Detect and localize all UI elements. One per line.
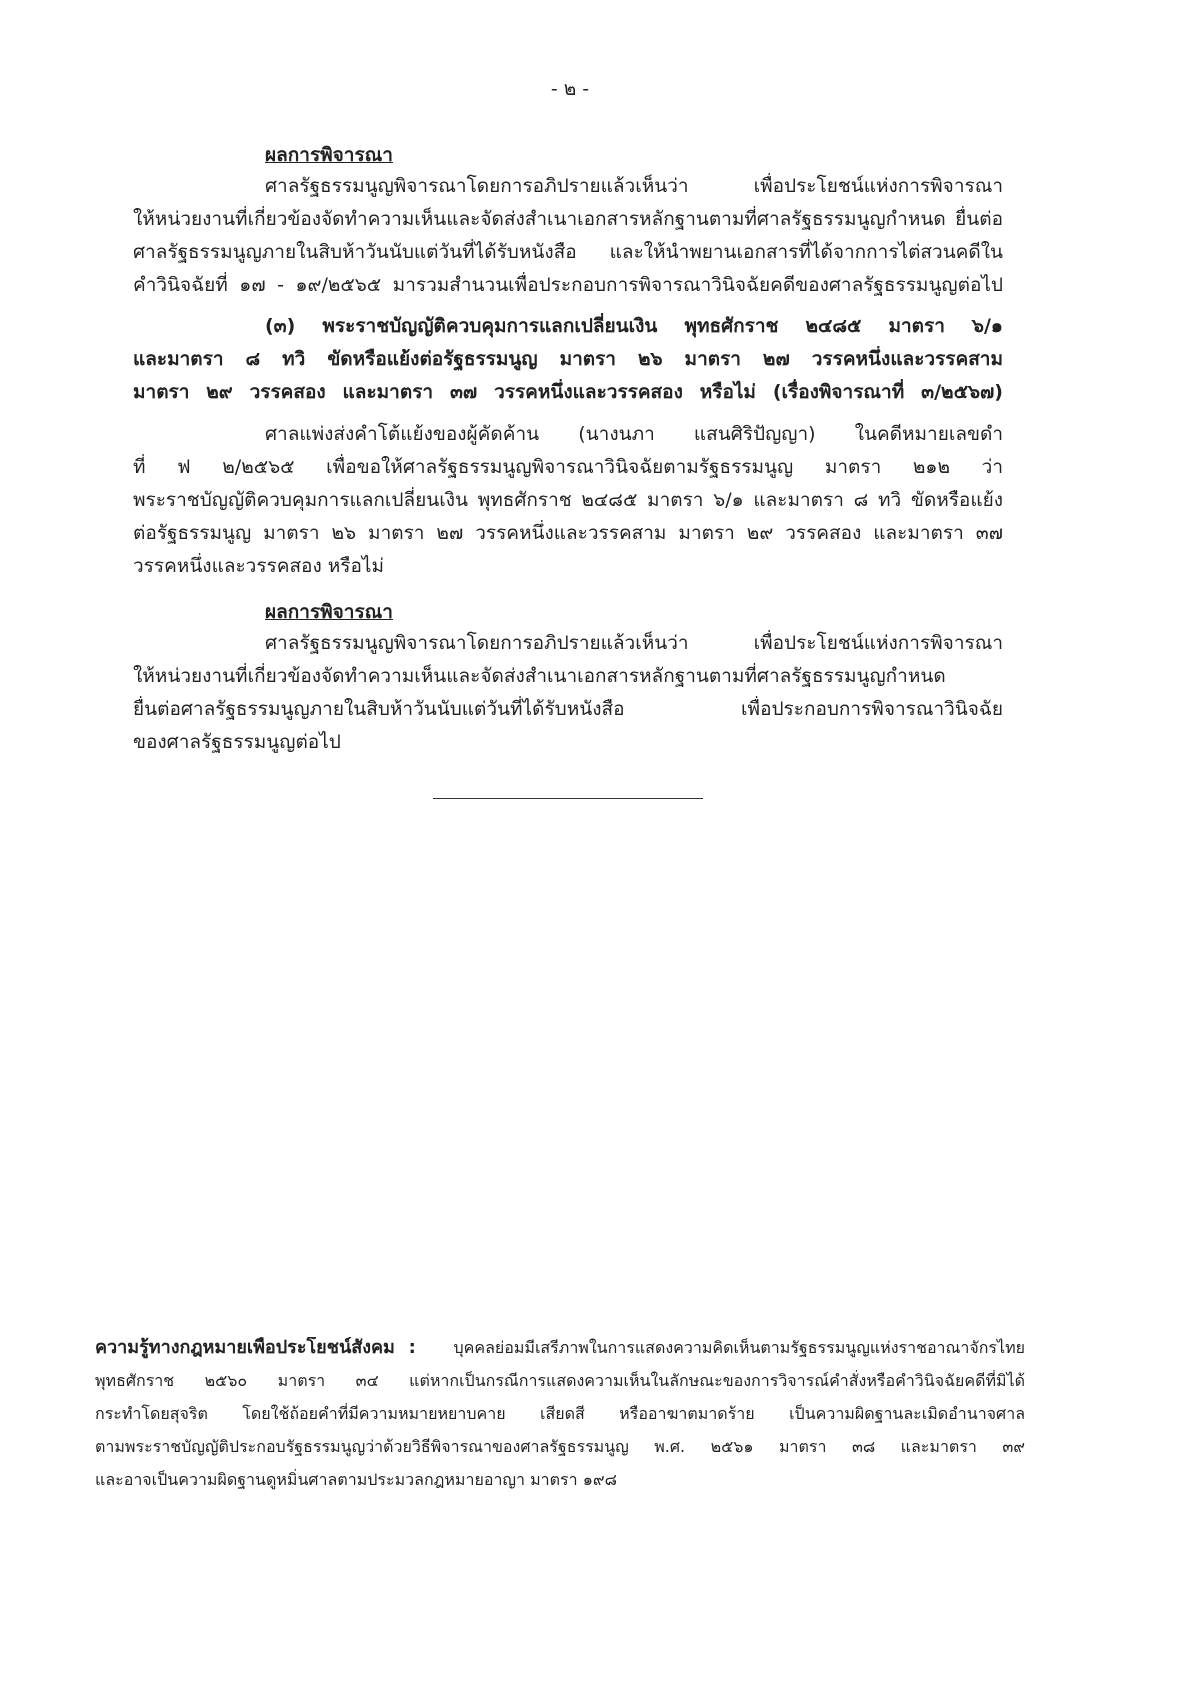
paragraph-line: ของศาลรัฐธรรมนูญต่อไป: [133, 731, 341, 753]
footer-line: กระทำโดยสุจริต โดยใช้ถ้อยคำที่มีความหมายหยาบคาย เสียดสี หรืออาฆาตมาดร้าย เป็นความผิดฐานละเมิดอำนาจศาล: [95, 1404, 1025, 1423]
footer-line: พุทธศักราช ๒๕๖๐ มาตรา ๓๔ แต่หากเป็นกรณีการแสดงความเห็นในลักษณะของการวิจารณ์คำสั่งหรือคำวินิจฉัยคดีที่มิได้: [95, 1371, 1025, 1390]
item-title-line: (๓) พระราชบัญญัติควบคุมการแลกเปลี่ยนเงิน พุทธศักราช ๒๔๘๕ มาตรา ๖/๑: [265, 315, 1003, 337]
paragraph-line: ศาลรัฐธรรมนูญพิจารณาโดยการอภิปรายแล้วเห็นว่า เพื่อประโยชน์แห่งการพิจารณา: [265, 175, 1003, 197]
paragraph-line: ศาลรัฐธรรมนูญพิจารณาโดยการอภิปรายแล้วเห็นว่า เพื่อประโยชน์แห่งการพิจารณา: [265, 632, 1003, 654]
item-title-line: มาตรา ๒๙ วรรคสอง และมาตรา ๓๗ วรรคหนึ่งและวรรคสอง หรือไม่ (เรื่องพิจารณาที่ ๓/๒๕๖๗): [133, 381, 1003, 403]
paragraph-line: ให้หน่วยงานที่เกี่ยวข้องจัดทำความเห็นและจัดส่งสำเนาเอกสารหลักฐานตามที่ศาลรัฐธรรมนูญกำหนด: [133, 665, 946, 687]
paragraph-line: ต่อรัฐธรรมนูญ มาตรา ๒๖ มาตรา ๒๗ วรรคหนึ่งและวรรคสาม มาตรา ๒๙ วรรคสอง และมาตรา ๓๗: [133, 522, 1003, 544]
paragraph-line: ให้หน่วยงานที่เกี่ยวข้องจัดทำความเห็นและจัดส่งสำเนาเอกสารหลักฐานตามที่ศาลรัฐธรรมนูญกำหนด ยื่นต่อ: [133, 208, 1003, 230]
paragraph-line: ยื่นต่อศาลรัฐธรรมนูญภายในสิบห้าวันนับแต่วันที่ได้รับหนังสือ เพื่อประกอบการพิจารณาวินิจฉัย: [133, 698, 1003, 720]
footer-line: [95, 1337, 1025, 1359]
paragraph-line: ศาลรัฐธรรมนูญภายในสิบห้าวันนับแต่วันที่ได้รับหนังสือ และให้นำพยานเอกสารที่ได้จากการไต่สวนคดีใน: [133, 241, 1003, 263]
footer-label: ความรู้ทางกฎหมายเพื่อประโยชน์สังคม :: [95, 1337, 416, 1358]
paragraph-line: ที่ ฟ ๒/๒๕๖๕ เพื่อขอให้ศาลรัฐธรรมนูญพิจารณาวินิจฉัยตามรัฐธรรมนูญ มาตรา ๒๑๒ ว่า: [133, 456, 1003, 478]
footer-line: และอาจเป็นความผิดฐานดูหมิ่นศาลตามประมวลกฎหมายอาญา มาตรา ๑๙๘: [95, 1470, 617, 1489]
paragraph-line: ศาลแพ่งส่งคำโต้แย้งของผู้คัดค้าน (นางนภา แสนศิริปัญญา) ในคดีหมายเลขดำ: [265, 423, 1003, 445]
end-rule-divider: [433, 798, 703, 799]
section-heading: ผลการพิจารณา: [265, 144, 393, 166]
paragraph-line: พระราชบัญญัติควบคุมการแลกเปลี่ยนเงิน พุทธศักราช ๒๔๘๕ มาตรา ๖/๑ และมาตรา ๘ ทวิ ขัดหรือแย้ง: [133, 489, 1003, 511]
page-number: - ๒ -: [550, 78, 590, 100]
item-title-line: และมาตรา ๘ ทวิ ขัดหรือแย้งต่อรัฐธรรมนูญ มาตรา ๒๖ มาตรา ๒๗ วรรคหนึ่งและวรรคสาม: [133, 348, 1003, 370]
footer-text: บุคคลย่อมมีเสรีภาพในการแสดงความคิดเห็นตามรัฐธรรมนูญแห่งราชอาณาจักรไทย: [453, 1338, 1025, 1357]
paragraph-line: วรรคหนึ่งและวรรคสอง หรือไม่: [133, 555, 385, 577]
footer-line: ตามพระราชบัญญัติประกอบรัฐธรรมนูญว่าด้วยวิธีพิจารณาของศาลรัฐธรรมนูญ พ.ศ. ๒๕๖๑ มาตรา ๓๘ และมาตรา ๓๙: [95, 1437, 1025, 1456]
section-heading: ผลการพิจารณา: [265, 601, 393, 623]
paragraph-line: คำวินิจฉัยที่ ๑๗ - ๑๙/๒๕๖๕ มารวมสำนวนเพื่อประกอบการพิจารณาวินิจฉัยคดีของศาลรัฐธรรมนูญต่อไป: [133, 274, 1003, 296]
